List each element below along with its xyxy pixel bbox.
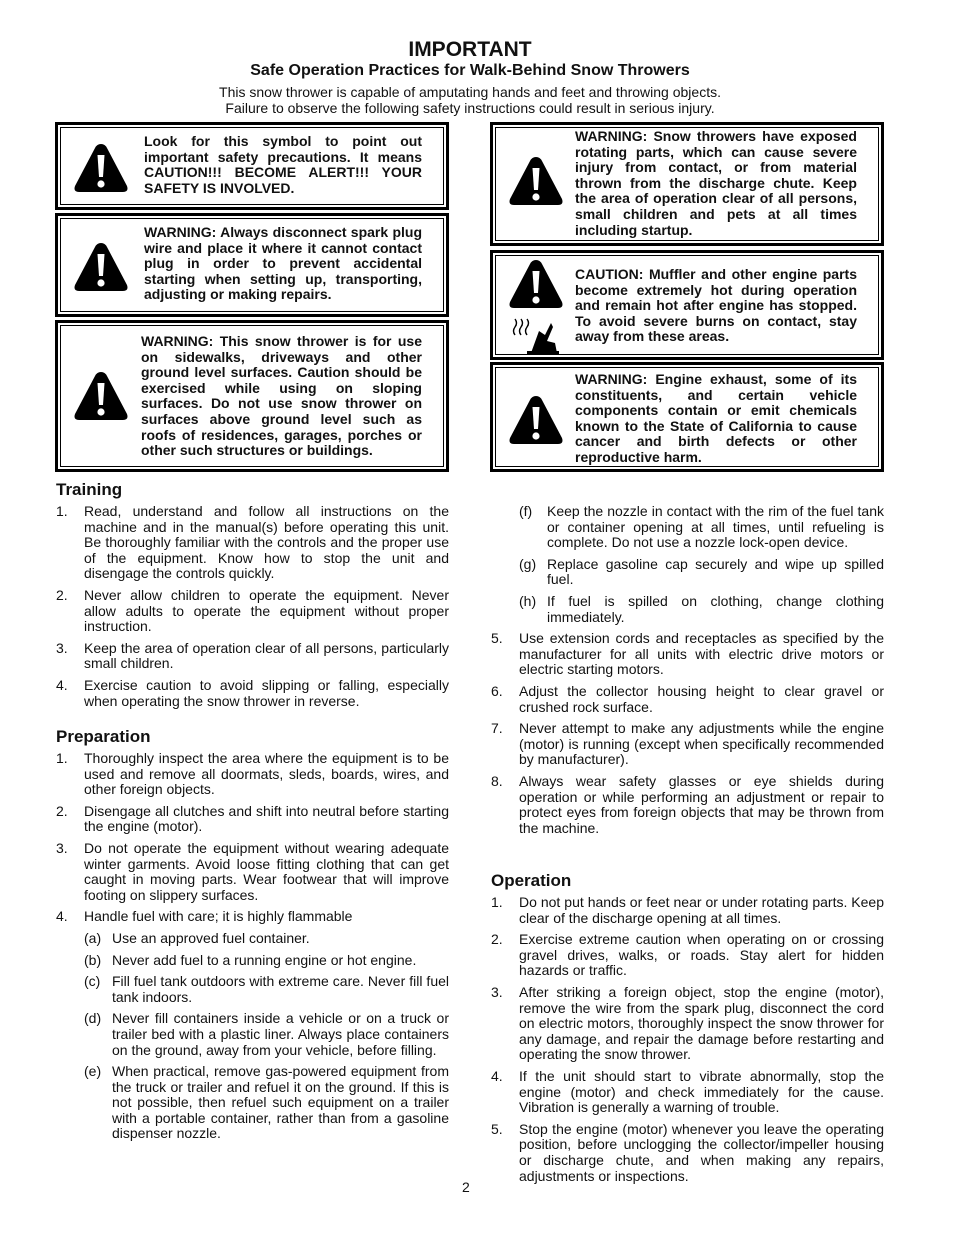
warning-box-spark-plug bbox=[55, 213, 449, 317]
warning-rotating-parts-text: WARNING: Snow throwers have exposed rotating parts, which can cause severe injury from contact, or from material thrown from the discharge chute. Keep the area of operation clear of all persons, small children and pets at all times including startup. bbox=[575, 128, 857, 238]
page-number: 2 bbox=[462, 1179, 470, 1195]
list-item-number: 1. bbox=[56, 503, 68, 519]
intro-line-2: Failure to observe the following safety instructions could result in serious injury. bbox=[225, 100, 715, 116]
list-item bbox=[491, 985, 884, 1063]
list-item bbox=[56, 1011, 449, 1058]
list-item-text: Always wear safety glasses or eye shields during operation or while performing an adjustment or repair to protect eyes from foreign objects that may be thrown from the machine. bbox=[519, 772, 884, 836]
warning-box-symbol bbox=[55, 122, 449, 210]
list-item-text: If the unit should start to vibrate abnormally, stop the engine (motor) and check immediately for the cause. Vibration is generally a warning of trouble. bbox=[519, 1067, 884, 1116]
warning-ground-level-text: WARNING: This snow thrower is for use on sidewalks, driveways and other ground level surfaces. Caution should be exercised while using on sloping surfaces. Do not use snow thrower on surfaces above ground level such as roofs of residences, garages, porches or other such structures or buildings. bbox=[141, 333, 422, 459]
warning-triangle-icon bbox=[72, 141, 130, 195]
list-item-text: Do not operate the equipment without wearing adequate winter garments. Avoid loose fitting clothing that can get caught in moving parts. Wear footwear that will improve footing on slippery surfaces. bbox=[84, 839, 449, 903]
preparation-list-continued bbox=[491, 504, 884, 842]
warning-box-rotating-parts bbox=[490, 122, 884, 246]
list-item bbox=[56, 504, 449, 582]
list-item-number: 3. bbox=[491, 983, 503, 1000]
list-item bbox=[491, 774, 884, 836]
list-item bbox=[491, 504, 884, 551]
list-item-text: Never allow children to operate the equipment. Never allow adults to operate the equipment without proper instruction. bbox=[84, 586, 449, 635]
warning-triangle-icon bbox=[72, 240, 130, 294]
list-item-number: (f) bbox=[519, 503, 533, 519]
list-item-number: 3. bbox=[56, 839, 68, 856]
page-title: IMPORTANT bbox=[408, 38, 532, 61]
caution-muffler-text: CAUTION: Muffler and other engine parts become extremely hot during operation and remain hot after engine has stopped. To avoid severe burns on contact, stay away from these areas. bbox=[575, 266, 857, 345]
operation-list bbox=[491, 895, 884, 1190]
warning-triangle-icon bbox=[72, 369, 130, 423]
list-item bbox=[56, 678, 449, 709]
list-item-number: 2. bbox=[56, 802, 68, 819]
list-item-number: 4. bbox=[56, 908, 68, 925]
list-item bbox=[56, 974, 449, 1005]
list-item-number: (e) bbox=[84, 1063, 102, 1080]
list-item-number: 2. bbox=[491, 931, 503, 948]
list-item-text: When practical, remove gas-powered equipment from the truck or trailer and refuel it on the ground. If this is not possible, then refuel such equipment on a trailer with a portable container, rather than from a gasoline dispenser nozzle. bbox=[112, 1063, 449, 1142]
list-item-number: 1. bbox=[56, 750, 68, 766]
list-item-text: Use an approved fuel container. bbox=[112, 929, 310, 946]
warning-triangle-icon bbox=[507, 257, 565, 311]
list-item-number: (d) bbox=[84, 1010, 102, 1027]
list-item bbox=[491, 631, 884, 678]
warning-box-ground-level bbox=[55, 320, 449, 472]
list-item-number: 7. bbox=[491, 720, 503, 737]
list-item bbox=[56, 588, 449, 635]
list-item bbox=[491, 932, 884, 979]
list-item bbox=[56, 804, 449, 835]
list-item-text: After striking a foreign object, stop the engine (motor), remove the wire from the spark plug, disconnect the cord on electric motors, thoroughly inspect the snow thrower for any damage, and repair the damage before restarting and operating the snow thrower. bbox=[519, 983, 884, 1063]
preparation-heading: Preparation bbox=[56, 727, 151, 746]
list-item bbox=[56, 1064, 449, 1142]
list-item-number: (b) bbox=[84, 951, 102, 968]
warning-triangle-icon bbox=[507, 154, 565, 208]
warning-exhaust-text: WARNING: Engine exhaust, some of its constituents, and certain vehicle components contain or emit chemicals known to the State of California to cause cancer and birth defects or other reproductive harm. bbox=[575, 371, 857, 465]
list-item-number: (g) bbox=[519, 555, 537, 572]
operation-heading: Operation bbox=[491, 871, 572, 890]
list-item bbox=[56, 909, 449, 925]
list-item-text: Replace gasoline cap securely and wipe up spilled fuel. bbox=[547, 555, 884, 588]
list-item bbox=[491, 721, 884, 768]
list-item-number: 2. bbox=[56, 586, 68, 603]
list-item-number: 3. bbox=[56, 639, 68, 656]
list-item bbox=[56, 953, 449, 969]
list-item bbox=[491, 1122, 884, 1184]
list-item-number: 4. bbox=[491, 1067, 503, 1084]
list-item-text: Exercise caution to avoid slipping or falling, especially when operating the snow thrower in reverse. bbox=[84, 676, 449, 709]
list-item-text: Never fill containers inside a vehicle or on a truck or trailer bed with a plastic liner. Always place containers on the ground, away from your vehicle, before filling. bbox=[112, 1010, 449, 1058]
list-item bbox=[56, 751, 449, 798]
training-heading: Training bbox=[56, 480, 123, 499]
warning-box-exhaust bbox=[490, 362, 884, 472]
list-item bbox=[56, 641, 449, 672]
list-item bbox=[56, 841, 449, 903]
list-item-text: Do not put hands or feet near or under rotating parts. Keep clear of the discharge opening at all times. bbox=[519, 894, 884, 926]
list-item-text: Exercise extreme caution when operating on or crossing gravel drives, walks, or roads. Stay alert for hidden hazards or traffic. bbox=[519, 931, 884, 979]
list-item-text: Fill fuel tank outdoors with extreme care. Never fill fuel tank indoors. bbox=[112, 973, 449, 1005]
list-item-number: (a) bbox=[84, 929, 102, 946]
list-item bbox=[56, 931, 449, 947]
list-item bbox=[491, 1069, 884, 1116]
list-item-text: Keep the area of operation clear of all persons, particularly small children. bbox=[84, 639, 449, 672]
training-list bbox=[56, 504, 449, 715]
list-item-text: Stop the engine (motor) whenever you leave the operating position, before unclogging the collector/impeller housing or discharge chute, and when making any repairs, adjustments or inspections. bbox=[519, 1120, 884, 1184]
warning-spark-plug-text: WARNING: Always disconnect spark plug wire and place it where it cannot contact plug in order to prevent accidental starting when setting up, transporting, adjusting or making repairs. bbox=[144, 224, 422, 303]
list-item-number: 5. bbox=[491, 1120, 503, 1137]
list-item-text: Never add fuel to a running engine or hot engine. bbox=[112, 951, 417, 968]
list-item-text: Adjust the collector housing height to clear gravel or crushed rock surface. bbox=[519, 682, 884, 715]
list-item-text: Handle fuel with care; it is highly flammable bbox=[84, 908, 353, 925]
list-item-text: Thoroughly inspect the area where the equipment is to be used and remove all doormats, sleds, boards, wires, and other foreign objects. bbox=[84, 750, 449, 798]
list-item bbox=[491, 557, 884, 588]
preparation-list bbox=[56, 751, 449, 1148]
list-item-text: Never attempt to make any adjustments while the engine (motor) is running (except when specifically recommended by manufacturer). bbox=[519, 720, 884, 768]
intro-line-1: This snow thrower is capable of amputating hands and feet and throwing objects. bbox=[219, 84, 721, 100]
list-item-number: (c) bbox=[84, 973, 101, 990]
list-item-text: Use extension cords and receptacles as specified by the manufacturer for all units with electric drive motors or electric starting motors. bbox=[519, 630, 884, 678]
list-item-text: If fuel is spilled on clothing, change clothing immediately. bbox=[547, 592, 884, 625]
list-item-number: 1. bbox=[491, 894, 503, 910]
list-item-number: (h) bbox=[519, 592, 537, 609]
hot-surface-icon bbox=[511, 313, 561, 357]
list-item bbox=[491, 895, 884, 926]
caution-box-muffler bbox=[490, 250, 884, 360]
list-item-text: Read, understand and follow all instructions on the machine and in the manual(s) before operating this unit. Be thoroughly familiar with the controls and the proper use of the equipment. Know how to stop the unit and disengage the controls quickly. bbox=[84, 503, 449, 582]
warning-symbol-text: Look for this symbol to point out important safety precautions. It means CAUTION!!! BECOME ALERT!!! YOUR SAFETY IS INVOLVED. bbox=[144, 133, 422, 196]
list-item bbox=[491, 684, 884, 715]
list-item-number: 6. bbox=[491, 682, 503, 699]
list-item bbox=[491, 594, 884, 625]
list-item-text: Keep the nozzle in contact with the rim of the fuel tank or container opening at all times, until refueling is complete. Do not use a nozzle lock-open device. bbox=[547, 503, 884, 551]
warning-triangle-icon bbox=[507, 393, 565, 447]
list-item-number: 8. bbox=[491, 772, 503, 789]
list-item-text: Disengage all clutches and shift into neutral before starting the engine (motor). bbox=[84, 802, 449, 835]
list-item-number: 4. bbox=[56, 676, 68, 693]
page-subtitle: Safe Operation Practices for Walk-Behind Snow Throwers bbox=[250, 62, 690, 79]
list-item-number: 5. bbox=[491, 630, 503, 647]
